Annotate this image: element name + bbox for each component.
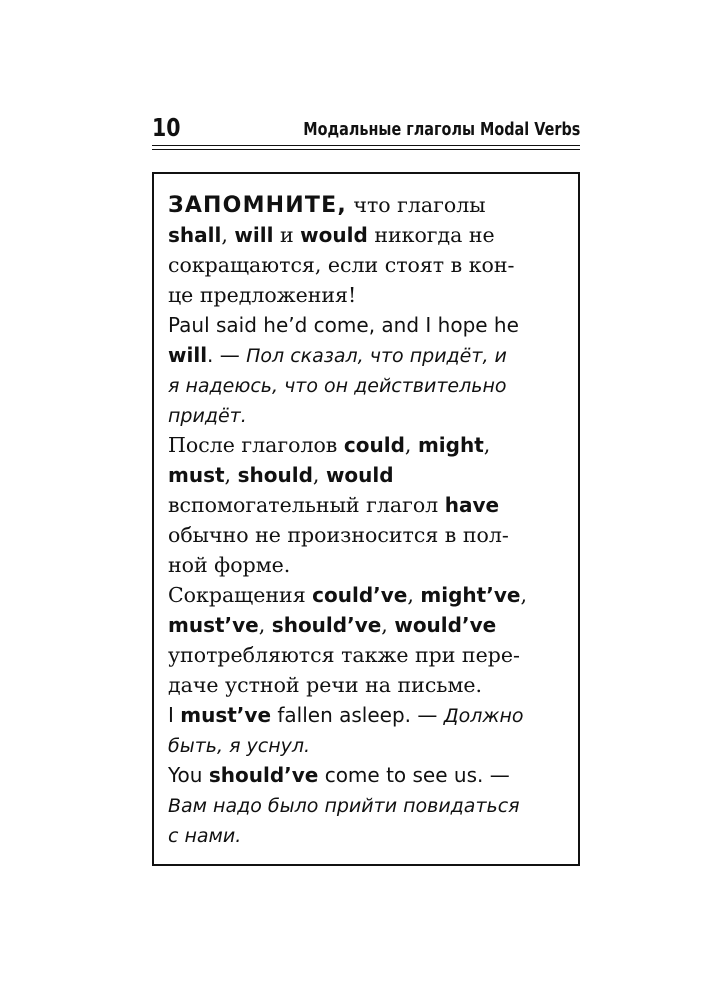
page-number: 10: [152, 113, 181, 142]
page-header: [152, 112, 580, 142]
example-line: [168, 730, 564, 760]
keyword: might: [417, 433, 484, 457]
example-line: [168, 400, 564, 430]
header-rule-bottom: [152, 149, 580, 150]
keyword: would: [300, 223, 368, 247]
text-run: ,: [483, 433, 491, 457]
text-line: [168, 250, 564, 280]
example-translation: быть, я уснул.: [168, 735, 311, 757]
text-run: ,: [520, 583, 527, 607]
keyword: could: [343, 433, 405, 457]
example-english: . —: [207, 343, 247, 367]
keyword: should’ve: [271, 613, 382, 637]
example-translation: я надеюсь, что он действительно: [168, 375, 507, 397]
text-run: вспомогательный глагол: [168, 493, 445, 517]
example-line: [168, 760, 564, 790]
example-english: You: [168, 763, 209, 787]
text-line: [168, 610, 564, 640]
keyword: should: [237, 463, 313, 487]
text-run: ,: [221, 223, 235, 247]
keyword: have: [444, 493, 500, 517]
text-line: [168, 670, 564, 700]
keyword: must’ve: [180, 703, 272, 727]
keyword: shall: [168, 223, 222, 247]
text-run: употребляются также при пере-: [168, 643, 520, 667]
keyword: would’ve: [394, 613, 497, 637]
header-rule-top: [152, 145, 580, 146]
text-line: [168, 520, 564, 550]
rule-box: [152, 172, 580, 866]
text-run: что глаголы: [346, 193, 486, 217]
keyword: should’ve: [208, 763, 319, 787]
text-run: даче устной речи на письме.: [168, 673, 483, 697]
example-line: [168, 820, 564, 850]
example-line: [168, 700, 564, 730]
text-run: ,: [407, 583, 421, 607]
text-line: [168, 190, 564, 220]
text-line: [168, 430, 564, 460]
text-run: ,: [258, 613, 272, 637]
text-run: сокращаются, если стоят в кон-: [168, 253, 515, 277]
example-line: [168, 340, 564, 370]
example-translation: придёт.: [168, 405, 247, 427]
text-run: ,: [381, 613, 395, 637]
text-run: никогда не: [367, 223, 495, 247]
text-run: ,: [224, 463, 238, 487]
text-line: [168, 580, 564, 610]
text-line: [168, 640, 564, 670]
example-line: [168, 310, 564, 340]
text-run: ,: [404, 433, 418, 457]
example-translation: Должно: [443, 705, 524, 727]
example-translation: Вам надо было прийти повидаться: [168, 795, 520, 817]
keyword: could’ve: [312, 583, 408, 607]
text-run: ной форме.: [168, 553, 291, 577]
text-run: Сокращения: [168, 583, 313, 607]
rule-box-text: [168, 190, 564, 850]
text-run: После глаголов: [168, 433, 344, 457]
example-english: Paul said he’d come, and I hope he: [168, 313, 519, 337]
example-english: fallen asleep. —: [271, 703, 444, 727]
text-line: [168, 490, 564, 520]
remember-heading: ЗАПОМНИТЕ,: [168, 193, 347, 218]
keyword: will: [234, 223, 274, 247]
text-line: [168, 460, 564, 490]
text-run: це предложения!: [168, 283, 357, 307]
example-line: [168, 370, 564, 400]
text-line: [168, 280, 564, 310]
example-english: I: [168, 703, 181, 727]
example-english: come to see us. —: [318, 763, 510, 787]
text-run: обычно не произносится в пол-: [168, 523, 509, 547]
keyword: must: [168, 463, 225, 487]
example-translation: с нами.: [168, 825, 242, 847]
keyword: must’ve: [168, 613, 259, 637]
text-run: и: [273, 223, 301, 247]
keyword: might’ve: [420, 583, 521, 607]
example-translation: Пол сказал, что придёт, и: [246, 345, 507, 367]
text-line: [168, 550, 564, 580]
text-run: ,: [312, 463, 326, 487]
keyword: would: [325, 463, 394, 487]
example-line: [168, 790, 564, 820]
keyword: will: [168, 343, 208, 367]
text-line: [168, 220, 564, 250]
running-title: Модальные глаголы Modal Verbs: [302, 119, 580, 140]
